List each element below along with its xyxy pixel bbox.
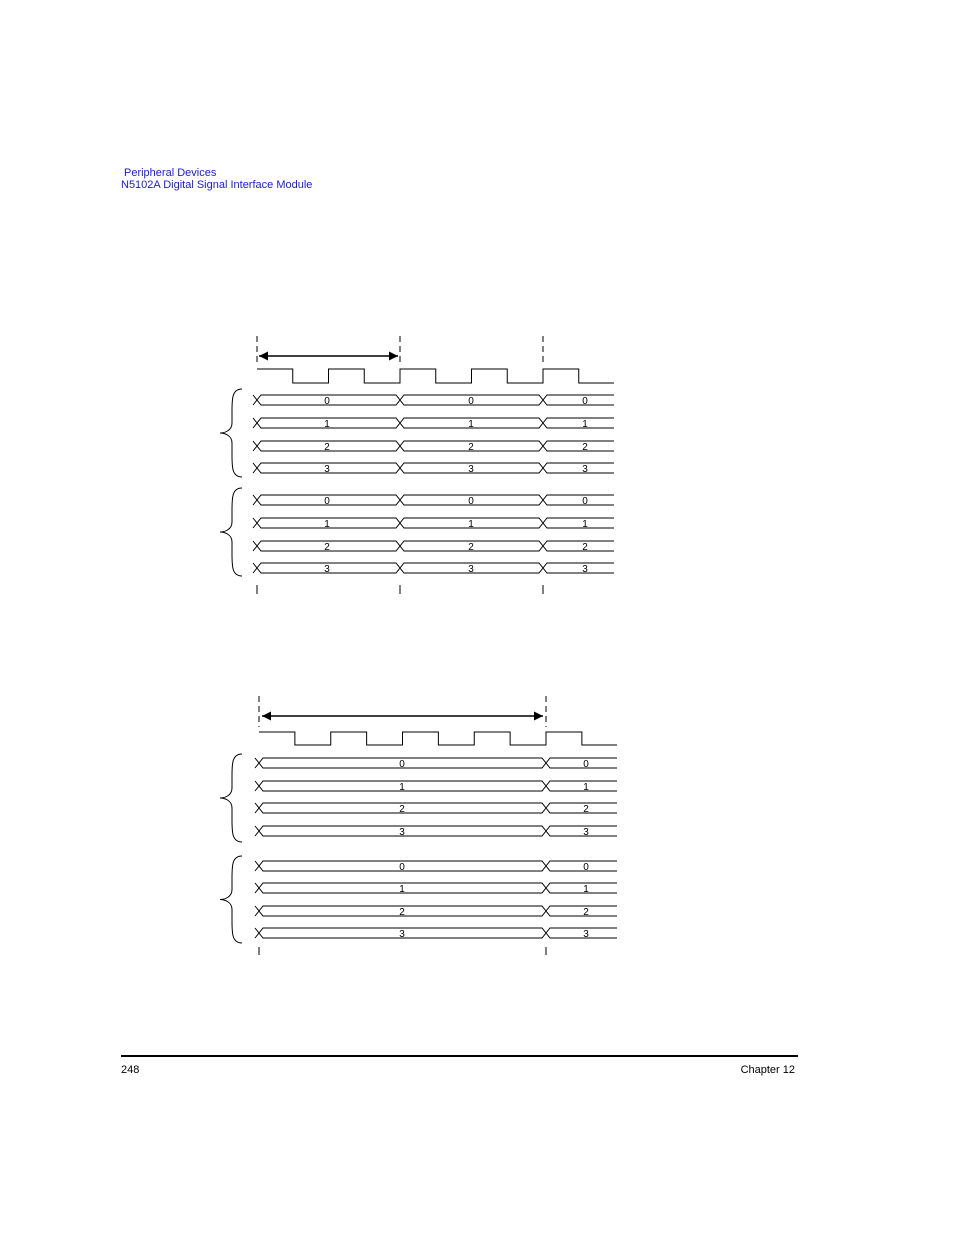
bus-data-segment	[546, 781, 617, 791]
bus-bit-label: 3	[468, 564, 474, 575]
bus-bit-label: 0	[399, 759, 405, 770]
bus-bit-label: 2	[324, 442, 330, 453]
bus-transition	[253, 563, 257, 573]
bus-bit-label: 0	[582, 396, 588, 407]
bus-data-segment	[546, 861, 617, 871]
bus-bit-label: 2	[324, 542, 330, 553]
clock-waveform	[259, 732, 617, 745]
bus-bit-label: 3	[324, 564, 330, 575]
bus-data-segment	[546, 803, 617, 813]
running-header-subsection: N5102A Digital Signal Interface Module	[121, 179, 313, 191]
bus-bit-label: 2	[582, 542, 588, 553]
bus-bit-label: 3	[468, 464, 474, 475]
footer-rule	[121, 1055, 798, 1057]
bus-bit-label: 0	[399, 862, 405, 873]
bus-bit-label: 3	[583, 929, 589, 940]
bus-bit-label: 1	[468, 519, 474, 530]
clock-waveform	[257, 369, 614, 383]
bus-transition	[255, 883, 259, 893]
bus-data-segment	[546, 758, 617, 768]
bus-bit-label: 0	[468, 396, 474, 407]
bus-data-segment	[546, 928, 617, 938]
bus-data-segment	[543, 563, 614, 573]
bus-bit-label: 1	[582, 519, 588, 530]
bus-data-segment	[546, 883, 617, 893]
bus-data-segment	[543, 441, 614, 451]
bus-bit-label: 1	[583, 884, 589, 895]
bus-data-segment	[546, 906, 617, 916]
bus-bit-label: 1	[324, 419, 330, 430]
bus-bit-label: 1	[468, 419, 474, 430]
bus-bit-label: 2	[468, 442, 474, 453]
bus-bit-label: 2	[399, 804, 405, 815]
bus-group-brace	[220, 856, 242, 943]
bus-bit-label: 0	[324, 396, 330, 407]
bus-transition	[253, 441, 257, 451]
bus-bit-label: 3	[582, 464, 588, 475]
bus-group-brace	[220, 754, 242, 842]
bus-data-segment	[543, 418, 614, 428]
bus-transition	[253, 418, 257, 428]
bus-transition	[255, 781, 259, 791]
bus-data-segment	[543, 541, 614, 551]
bus-transition	[253, 495, 257, 505]
bus-data-segment	[543, 463, 614, 473]
bus-transition	[253, 395, 257, 405]
bus-bit-label: 3	[324, 464, 330, 475]
bus-transition	[255, 758, 259, 768]
running-header-section: Peripheral Devices	[124, 167, 217, 179]
page-number: 248	[121, 1064, 140, 1076]
bus-bit-label: 2	[582, 442, 588, 453]
bus-transition	[255, 928, 259, 938]
bus-bit-label: 3	[583, 827, 589, 838]
bus-bit-label: 2	[583, 907, 589, 918]
bus-transition	[255, 861, 259, 871]
bus-group-brace	[220, 488, 242, 576]
bus-bit-label: 2	[583, 804, 589, 815]
bus-bit-label: 3	[399, 929, 405, 940]
bus-data-segment	[543, 495, 614, 505]
bus-transition	[255, 906, 259, 916]
bus-transition	[253, 518, 257, 528]
bus-bit-label: 0	[583, 862, 589, 873]
bus-data-segment	[546, 826, 617, 836]
bus-bit-label: 0	[468, 496, 474, 507]
bus-group-brace	[220, 389, 242, 477]
bus-transition	[253, 541, 257, 551]
bus-bit-label: 2	[468, 542, 474, 553]
bus-data-segment	[543, 518, 614, 528]
bus-transition	[253, 463, 257, 473]
bus-bit-label: 2	[399, 907, 405, 918]
bus-bit-label: 1	[324, 519, 330, 530]
bus-bit-label: 0	[582, 496, 588, 507]
bus-bit-label: 1	[583, 782, 589, 793]
bus-bit-label: 0	[583, 759, 589, 770]
bus-transition	[255, 803, 259, 813]
chapter-label: Chapter 12	[740, 1064, 795, 1076]
bus-data-segment	[543, 395, 614, 405]
bus-bit-label: 1	[399, 884, 405, 895]
bus-bit-label: 3	[399, 827, 405, 838]
bus-transition	[255, 826, 259, 836]
bus-bit-label: 3	[582, 564, 588, 575]
bus-bit-label: 0	[324, 496, 330, 507]
bus-bit-label: 1	[399, 782, 405, 793]
bus-bit-label: 1	[582, 419, 588, 430]
